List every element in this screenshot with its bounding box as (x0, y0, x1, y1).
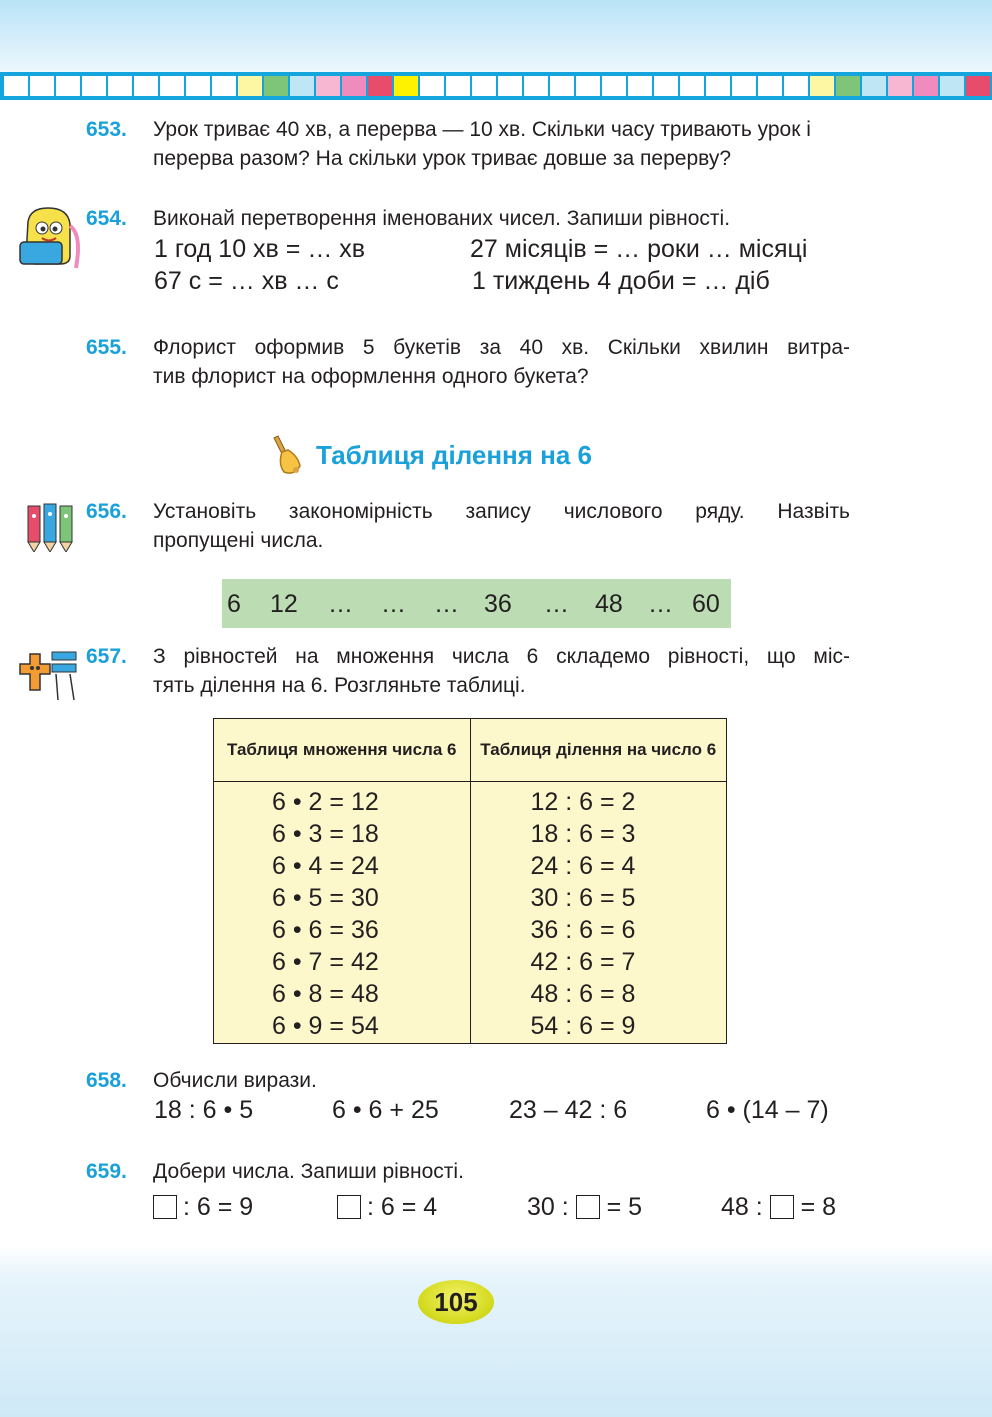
expression: 6 • 6 + 25 (332, 1096, 439, 1124)
multiplication-row: 6 • 9 = 54 (272, 1012, 379, 1040)
stripe-cell (706, 76, 730, 96)
exercise-658-number: 658. (86, 1069, 127, 1092)
exercise-653-number: 653. (86, 118, 127, 141)
expression: 18 : 6 • 5 (154, 1096, 254, 1124)
multiplication-row: 6 • 4 = 24 (272, 852, 379, 880)
multiplication-row: 6 • 5 = 30 (272, 884, 379, 912)
equation-2 (337, 1193, 437, 1222)
stripe-cell (186, 76, 210, 96)
multiplication-row: 6 • 6 = 36 (272, 916, 379, 944)
sequence-item: 48 (595, 590, 623, 618)
math-signs-icon (16, 644, 82, 702)
equation-text: 48 : (721, 1193, 763, 1221)
table-header-division: Таблиця ділення на число 6 (470, 719, 727, 782)
stripe-cell (680, 76, 704, 96)
stripe-cell (888, 76, 912, 96)
division-row: 48 : 6 = 8 (530, 980, 636, 1008)
header-background (0, 0, 992, 80)
stripe-cell (342, 76, 366, 96)
stripe-cell (4, 76, 28, 96)
stripe-cell (602, 76, 626, 96)
stripe-cell (264, 76, 288, 96)
answer-box[interactable] (770, 1195, 794, 1219)
division-row: 54 : 6 = 9 (530, 1012, 636, 1040)
division-row: 36 : 6 = 6 (530, 916, 636, 944)
sequence-item: … (648, 590, 673, 618)
division-row: 24 : 6 = 4 (530, 852, 636, 880)
stripe-cell (914, 76, 938, 96)
backpack-icon (16, 204, 84, 270)
multiplication-row: 6 • 3 = 18 (272, 820, 379, 848)
exercise-655-number: 655. (86, 336, 127, 359)
division-row: 18 : 6 = 3 (530, 820, 636, 848)
stripe-cell (524, 76, 548, 96)
equation-text: 30 : (527, 1193, 569, 1221)
exercise-657-number: 657. (86, 645, 127, 668)
stripe-cell (420, 76, 444, 96)
sequence-item: 6 (227, 590, 241, 618)
answer-box[interactable] (576, 1195, 600, 1219)
section-title: Таблиця ділення на 6 (316, 440, 592, 470)
conversion-item: 1 год 10 хв = … хв (154, 235, 366, 263)
sequence-item: 36 (484, 590, 512, 618)
equation-text: = 5 (606, 1193, 643, 1221)
equation-3 (527, 1193, 642, 1222)
sequence-item: … (434, 590, 459, 618)
stripe-cell (862, 76, 886, 96)
division-row: 12 : 6 = 2 (530, 788, 636, 816)
equation-1 (153, 1193, 253, 1222)
exercise-656-text-line1: Установіть закономірність запису числового ряду. Назвіть (153, 500, 850, 523)
stripe-cell (498, 76, 522, 96)
exercise-655-text-line2: тив флорист на оформлення одного букета? (153, 365, 589, 388)
division-row: 42 : 6 = 7 (530, 948, 636, 976)
stripe-cell (940, 76, 964, 96)
exercise-653-text: Урок триває 40 хв, а перерва — 10 хв. Скільки часу тривають урок і перерва разом? На скільки урок триває довше за перерву? (153, 118, 811, 170)
conversion-item: 67 с = … хв … с (154, 267, 339, 295)
stripe-cell (784, 76, 808, 96)
multiplication-row: 6 • 2 = 12 (272, 788, 379, 816)
equation-text: : 6 = 9 (183, 1193, 254, 1221)
equation-text: : 6 = 4 (367, 1193, 438, 1221)
exercise-654-number: 654. (86, 207, 127, 230)
expression: 6 • (14 – 7) (706, 1096, 829, 1124)
stripe-cell (446, 76, 470, 96)
multiplication-row: 6 • 8 = 48 (272, 980, 379, 1008)
stripe-cell (212, 76, 236, 96)
answer-box[interactable] (153, 1195, 177, 1219)
exercise-656-text-line2: пропущені числа. (153, 529, 324, 552)
sequence-item: 12 (270, 590, 298, 618)
stripe-cell (836, 76, 860, 96)
sequence-item: … (381, 590, 406, 618)
stripe-cell (160, 76, 184, 96)
pencils-icon (20, 500, 84, 552)
exercise-657-text-line2: тять ділення на 6. Розгляньте таблиці. (153, 674, 526, 697)
multiplication-column (214, 782, 471, 1044)
stripe-cell (550, 76, 574, 96)
stripe-cell (472, 76, 496, 96)
stripe-cell (290, 76, 314, 96)
equation-4 (721, 1193, 836, 1222)
table-header-multiplication: Таблиця множення числа 6 (214, 719, 471, 782)
exercise-656-number: 656. (86, 500, 127, 523)
header-color-stripe (0, 72, 992, 100)
stripe-cell (758, 76, 782, 96)
stripe-cell (82, 76, 106, 96)
stripe-cell (56, 76, 80, 96)
conversion-item: 1 тиждень 4 доби = … діб (472, 267, 770, 295)
bell-icon (268, 434, 304, 476)
answer-box[interactable] (337, 1195, 361, 1219)
stripe-cell (628, 76, 652, 96)
stripe-cell (238, 76, 262, 96)
expression: 23 – 42 : 6 (509, 1096, 628, 1124)
number-sequence-bar (222, 579, 731, 628)
stripe-cell (966, 76, 990, 96)
stripe-cell (810, 76, 834, 96)
sequence-item: … (544, 590, 569, 618)
sequence-item: … (328, 590, 353, 618)
footer-background (0, 1245, 992, 1417)
exercise-657-text-line1: З рівностей на множення числа 6 складемо рівності, що міс- (153, 645, 850, 668)
division-column (470, 782, 727, 1044)
exercise-659-number: 659. (86, 1160, 127, 1183)
conversion-item: 27 місяців = … роки … місяці (470, 235, 808, 263)
stripe-cell (108, 76, 132, 96)
stripe-cell (576, 76, 600, 96)
stripe-cell (30, 76, 54, 96)
exercise-655-text-line1: Флорист оформив 5 букетів за 40 хв. Скільки хвилин витра- (153, 336, 850, 359)
stripe-cell (732, 76, 756, 96)
page-number-badge (418, 1280, 494, 1324)
exercise-654-text: Виконай перетворення іменованих чисел. Запиши рівності. (153, 207, 731, 230)
stripe-cell (394, 76, 418, 96)
exercise-659-text: Добери числа. Запиши рівності. (153, 1160, 464, 1183)
division-row: 30 : 6 = 5 (530, 884, 636, 912)
stripe-cell (368, 76, 392, 96)
equation-text: = 8 (800, 1193, 837, 1221)
multiplication-row: 6 • 7 = 42 (272, 948, 379, 976)
sequence-item: 60 (692, 590, 720, 618)
division-table (213, 718, 727, 1044)
stripe-cell (654, 76, 678, 96)
exercise-658-text: Обчисли вирази. (153, 1069, 317, 1092)
page-number: 105 (434, 1286, 478, 1317)
stripe-cell (134, 76, 158, 96)
stripe-cell (316, 76, 340, 96)
